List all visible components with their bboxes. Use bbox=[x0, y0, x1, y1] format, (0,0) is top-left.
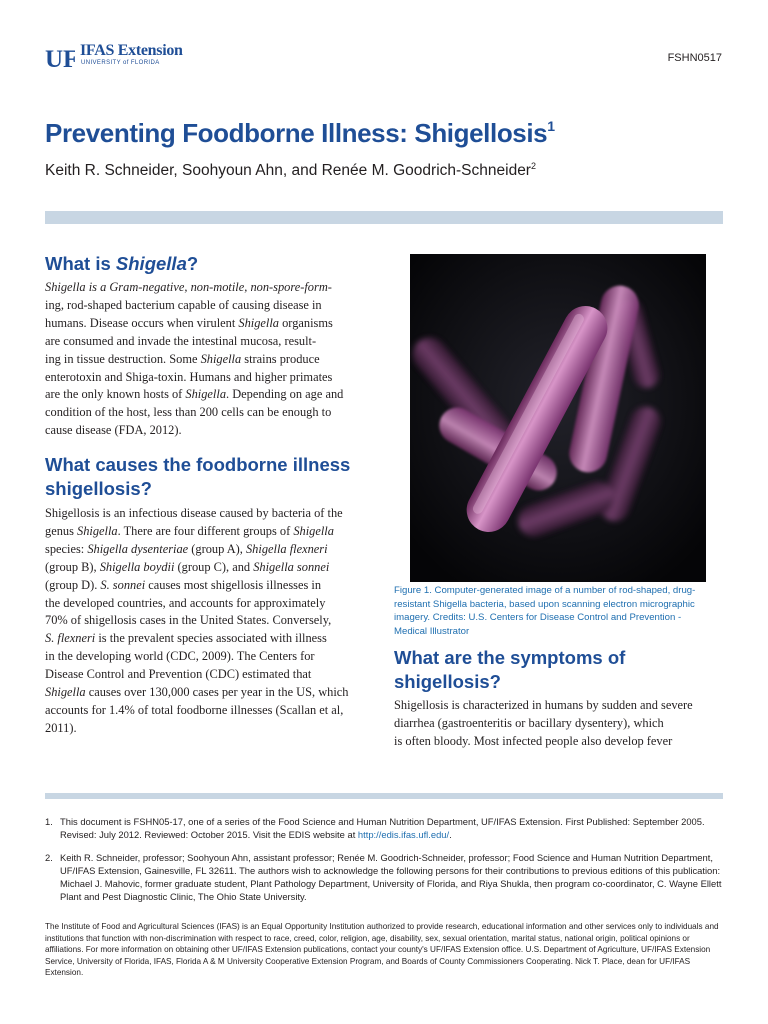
text-line bbox=[45, 630, 375, 648]
text-line bbox=[394, 697, 724, 715]
paragraph-what-is-shigella bbox=[45, 279, 370, 440]
italic-text: Shigella bbox=[185, 387, 227, 402]
italic-text: Shigella bbox=[200, 351, 242, 366]
text-segment: 2011). bbox=[45, 720, 77, 735]
text-segment: strains produce bbox=[241, 351, 320, 366]
logo-subtitle: UNIVERSITY of FLORIDA bbox=[81, 60, 160, 66]
document-id: FSHN0517 bbox=[667, 52, 722, 64]
text-line bbox=[45, 612, 375, 630]
text-line bbox=[45, 648, 375, 666]
text-line bbox=[45, 315, 370, 333]
authors-text: Keith R. Schneider, Soohyoun Ahn, and Renée M. Goodrich-Schneider bbox=[45, 162, 531, 179]
text-segment: (group A), bbox=[188, 541, 246, 556]
text-segment: in the developing world (CDC, 2009). The Centers for bbox=[45, 649, 315, 664]
text-segment: enterotoxin and Shiga-toxin. Humans and higher primates bbox=[45, 369, 333, 384]
text-segment: ing in tissue destruction. Some bbox=[45, 351, 201, 366]
text-line bbox=[45, 505, 375, 523]
uf-logo-mark bbox=[45, 43, 75, 71]
italic-text: Shigella bbox=[45, 280, 86, 294]
text-segment: . Depending on age and bbox=[226, 387, 344, 402]
text-segment: species: bbox=[45, 541, 88, 556]
italic-text: Shigella dysenteriae bbox=[87, 541, 189, 556]
text-line bbox=[45, 595, 375, 613]
italic-text: Shigella bbox=[45, 685, 86, 700]
text-line bbox=[45, 369, 370, 387]
text-line bbox=[394, 733, 724, 751]
italic-text: Shigella boydii bbox=[99, 559, 175, 574]
text-segment: (group C), and bbox=[174, 559, 254, 574]
shigella-illustration bbox=[410, 254, 706, 582]
text-segment: is often bloody. Most infected people also develop fever bbox=[394, 733, 673, 748]
uf-logo bbox=[45, 43, 75, 71]
text-line bbox=[45, 720, 375, 738]
logo-title: IFAS Extension bbox=[80, 42, 183, 59]
text-line bbox=[45, 279, 370, 297]
text-line bbox=[45, 577, 375, 595]
authors bbox=[45, 161, 536, 180]
figure-shigella-image bbox=[410, 254, 706, 582]
text-line bbox=[45, 333, 370, 351]
text-segment: humans. Disease occurs when virulent bbox=[45, 315, 239, 330]
paragraph-symptoms bbox=[394, 697, 724, 751]
italic-text: Shigella bbox=[238, 315, 279, 330]
text-segment: . There are four different groups of bbox=[117, 523, 294, 538]
authors-footnote-ref: 2 bbox=[530, 161, 536, 171]
text-segment: genus bbox=[45, 523, 78, 538]
text-line bbox=[45, 559, 375, 577]
text-segment: organisms bbox=[279, 315, 333, 330]
text-segment: diarrhea (gastroenteritis or bacillary dysentery), which bbox=[394, 715, 664, 730]
paragraph-what-causes bbox=[45, 505, 375, 738]
text-segment: causes most shigellosis illnesses in bbox=[145, 577, 322, 592]
heading-what-is-shigella bbox=[45, 252, 198, 276]
text-segment: Shigellosis is characterized in humans by sudden and severe bbox=[394, 698, 693, 712]
text-segment: the developed countries, and accounts for approximately bbox=[45, 595, 326, 610]
heading-suffix: ? bbox=[186, 253, 199, 274]
text-segment: Disease Control and Prevention (CDC) estimated that bbox=[45, 667, 312, 682]
heading-prefix: What is bbox=[45, 253, 116, 274]
text-segment: cause disease (FDA, 2012). bbox=[45, 423, 182, 438]
footnote-1-text: This document is FSHN05-17, one of a series of the Food Science and Human Nutrition Department, UF/IFAS Extension. First Published: September 2005. Revised: July 2012. Reviewed: October 2015. Visit the EDIS website at bbox=[60, 816, 705, 841]
heading-what-causes: What causes the foodborne illness shigellosis? bbox=[45, 454, 351, 499]
text-line bbox=[45, 541, 375, 559]
text-segment: are the only known hosts of bbox=[45, 387, 186, 402]
footnote-1-end: . bbox=[449, 829, 452, 841]
italic-text: S. flexneri bbox=[45, 631, 96, 646]
text-line bbox=[45, 386, 370, 404]
edis-link[interactable]: http://edis.ifas.ufl.edu/ bbox=[357, 829, 450, 841]
text-segment: condition of the host, less than 200 cells can be enough to bbox=[45, 405, 332, 420]
text-line bbox=[45, 351, 370, 369]
text-line bbox=[45, 422, 370, 440]
footnote-rule bbox=[45, 793, 723, 799]
footnote-2 bbox=[45, 851, 723, 903]
text-segment: are consumed and invade the intestinal mucosa, result- bbox=[45, 333, 317, 348]
footnote-2-number: 2. bbox=[45, 852, 53, 863]
text-segment: causes over 130,000 cases per year in the US, which bbox=[85, 685, 349, 700]
italic-text: Shigella bbox=[77, 523, 118, 538]
footnote-1 bbox=[45, 815, 723, 841]
text-line bbox=[45, 297, 370, 315]
equal-opportunity-disclaimer: The Institute of Food and Agricultural Sciences (IFAS) is an Equal Opportunity Institution authorized to provide research, educational information and other services only to individuals and institutions that function with non-discrimination with respect to race, creed, color, religion, age, disability, sex, sexual orientation, marital status, national origin, political opinions or affiliations. For more information on obtaining other UF/IFAS Extension publications, contact your county's UF/IFAS Extension office. U.S. Department of Agriculture, UF/IFAS Extension Service, University of Florida, IFAS, Florida A & M University Cooperative Extension Program, and Boards of County Commissioners Cooperating. Nick T. Place, dean for UF/IFAS Extension. bbox=[45, 922, 719, 978]
text-segment: (group B), bbox=[45, 559, 100, 574]
italic-text: S. sonnei bbox=[100, 577, 146, 592]
text-segment: is the prevalent species associated with illness bbox=[95, 631, 327, 646]
text-segment: ing, rod-shaped bacterium capable of causing disease in bbox=[45, 297, 322, 312]
text-line bbox=[45, 684, 375, 702]
text-line bbox=[45, 404, 370, 422]
header-rule bbox=[45, 211, 723, 224]
italic-text: Shigella bbox=[293, 523, 334, 538]
text-line bbox=[45, 523, 375, 541]
text-segment: accounts for 1.4% of total foodborne illnesses (Scallan et al, bbox=[45, 702, 344, 717]
heading-symptoms: What are the symptoms of shigellosis? bbox=[394, 647, 626, 692]
italic-text: Shigella sonnei bbox=[253, 559, 330, 574]
italic-text: is a Gram-negative, non-motile, non-spore-form- bbox=[85, 280, 332, 294]
text-segment: (group D). bbox=[45, 577, 101, 592]
footnote-1-body bbox=[60, 815, 723, 841]
figure-caption: Figure 1. Computer-generated image of a number of rod-shaped, drug-resistant Shigella bacteria, based upon scanning electron micrographic imagery. Credits: U.S. Centers for Disease Control and Prevention - Medical Illustrator bbox=[394, 585, 696, 637]
italic-text: Shigella flexneri bbox=[245, 541, 328, 556]
title-footnote-ref: 1 bbox=[547, 118, 555, 134]
page-title-text: Preventing Foodborne Illness: Shigellosis bbox=[45, 118, 548, 148]
text-line bbox=[45, 702, 375, 720]
text-segment: Shigellosis is an infectious disease caused by bacteria of the bbox=[45, 506, 343, 520]
uf-logo-letters: UF bbox=[45, 46, 75, 71]
footnote-2-text: Keith R. Schneider, professor; Soohyoun Ahn, assistant professor; Renée M. Goodrich-Schneider, professor; Food Science and Human Nutrition Department, UF/IFAS Extension, Gainesville, FL 32611. The authors wish to acknowledge the following persons for their contributions to previous editions of this publication: Michael J. Mahovic, former graduate student, Plant Pathology Department, University of Florida, and Riya Shukla, then program co-coordinator, C. Wayne Ellett Plant and Pest Diagnostic Clinic, The Ohio State University. bbox=[60, 852, 722, 903]
text-segment: 70% of shigellosis cases in the United States. Conversely, bbox=[45, 613, 332, 628]
heading-emphasis: Shigella bbox=[115, 253, 187, 274]
page-title bbox=[45, 118, 555, 149]
text-line bbox=[45, 666, 375, 684]
text-line bbox=[394, 715, 724, 733]
footnote-1-number: 1. bbox=[45, 816, 53, 827]
